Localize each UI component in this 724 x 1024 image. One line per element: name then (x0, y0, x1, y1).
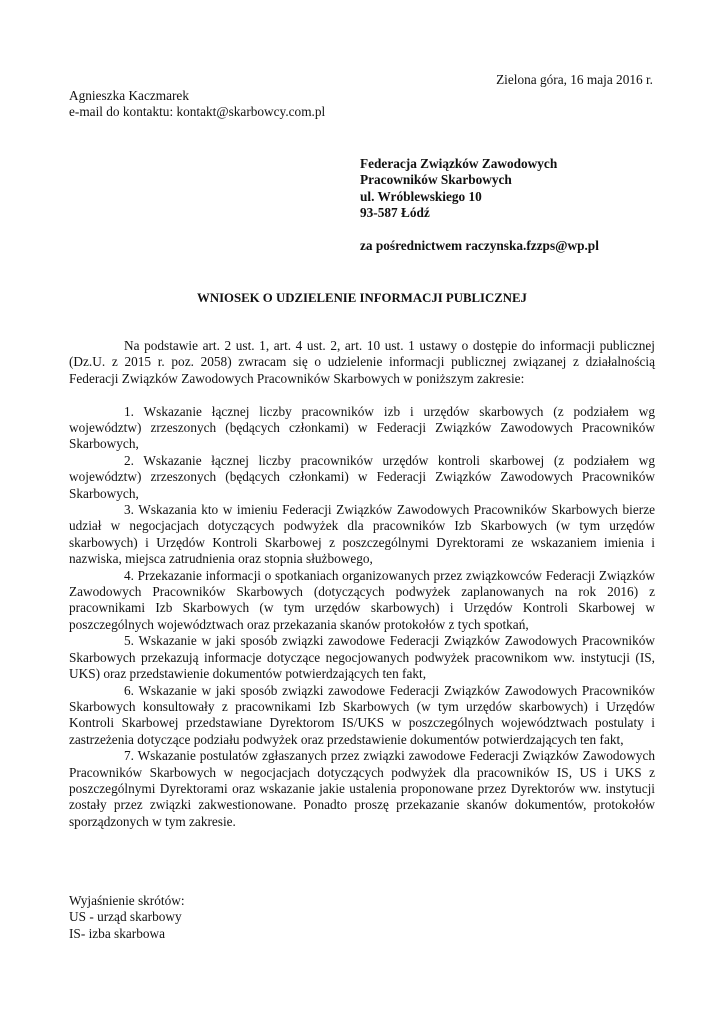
request-item-5: 5. Wskazanie w jaki sposób związki zawodowe Federacji Związków Zawodowych Pracowników Skarbowych przekazują informacje dotyczące negocjowanych podwyżek pracownikom ww. instytucji (IS, UKS) oraz przedstawienie dokumentów potwierdzających ten fakt, (69, 633, 655, 682)
recipient-line-2: Pracowników Skarbowych (360, 172, 512, 188)
recipient-line-1: Federacja Związków Zawodowych (360, 156, 558, 171)
letter-date: Zielona góra, 16 maja 2016 r. (496, 72, 653, 87)
request-item-7: 7. Wskazanie postulatów zgłaszanych przez związki zawodowe Federacji Związków Zawodowych Pracowników Skarbowych w negocjacjach dotyczących podwyżek dla pracowników IS, US i UKS z poszczególnymi Dyrektorami oraz wskazanie jakie ustalenia proponowane przez Dyrektorów ww. instytucji zostały przez związki zakwestionowane. Ponadto proszę przekazanie skanów dokumentów, protokołów sporządzonych w tym zakresie. (69, 748, 655, 829)
abbreviations-heading: Wyjaśnienie skrótów: (69, 893, 185, 908)
request-item-6: 6. Wskazanie w jaki sposób związki zawodowe Federacji Związków Zawodowych Pracowników Skarbowych konsultowały z pracownikami Izb Skarbowych (w tym urzędów skarbowych) i Urzędów Kontroli Skarbowej przedstawiane Dyrektorom IS/UKS w poszczególnych województwach postulaty i zastrzeżenia dotyczące podziału podwyżek oraz przedstawienie dokumentów potwierdzających ten fakt, (69, 682, 655, 747)
abbreviations-block (69, 893, 185, 942)
recipient-city: 93-587 Łódź (360, 205, 430, 221)
abbreviation-is: IS- izba skarbowa (69, 925, 165, 941)
recipient-street: ul. Wróblewskiego 10 (360, 188, 482, 204)
document-title: WNIOSEK O UDZIELENIE INFORMACJI PUBLICZNEJ (197, 291, 527, 305)
sender-email: e-mail do kontaktu: kontakt@skarbowcy.com.pl (69, 104, 326, 120)
request-item-1: 1. Wskazanie łącznej liczby pracowników izb i urzędów skarbowych (z podziałem wg województw) zrzeszonych (będących członkami) w Federacji Związków Zawodowych Pracowników Skarbowych, (69, 403, 655, 452)
request-item-4: 4. Przekazanie informacji o spotkaniach organizowanych przez związkowców Federacji Związków Zawodowych Pracowników Skarbowych (dotyczących podwyżek zaplanowanych na rok 2016) z pracownikami Izb Skarbowych (w tym urzędów skarbowych) i Urzędów Kontroli Skarbowej w poszczególnych województwach oraz przekazania skanów protokołów z tych spotkań, (69, 567, 655, 632)
document-body (69, 338, 655, 830)
sender-name: Agnieszka Kaczmarek (69, 88, 189, 103)
sender-block (69, 88, 325, 121)
recipient-via-email: za pośrednictwem raczynska.fzzps@wp.pl (360, 238, 599, 253)
abbreviation-us: US - urząd skarbowy (69, 909, 182, 925)
intro-paragraph: Na podstawie art. 2 ust. 1, art. 4 ust. 2, art. 10 ust. 1 ustawy o dostępie do informacji publicznej (Dz.U. z 2015 r. poz. 2058) zwracam się o udzielenie informacji publicznej związanej z działalnością Federacji Związków Zawodowych Pracowników Skarbowych w poniższym zakresie: (69, 338, 655, 386)
recipient-block (360, 156, 557, 222)
request-item-3: 3. Wskazania kto w imieniu Federacji Związków Zawodowych Pracowników Skarbowych bierze udział w negocjacjach dotyczących podwyżek dla pracowników Izb Skarbowych (w tym urzędów skarbowych) i Urzędów Kontroli Skarbowej z poszczególnymi Dyrektorami ze wskazaniem imienia i nazwiska, miejsca zatrudnienia oraz stopnia służbowego, (69, 502, 655, 567)
request-item-2: 2. Wskazanie łącznej liczby pracowników urzędów kontroli skarbowej (z podziałem wg województw) zrzeszonych (będących członkami) w Federacji Związków Zawodowych Pracowników Skarbowych, (69, 452, 655, 501)
